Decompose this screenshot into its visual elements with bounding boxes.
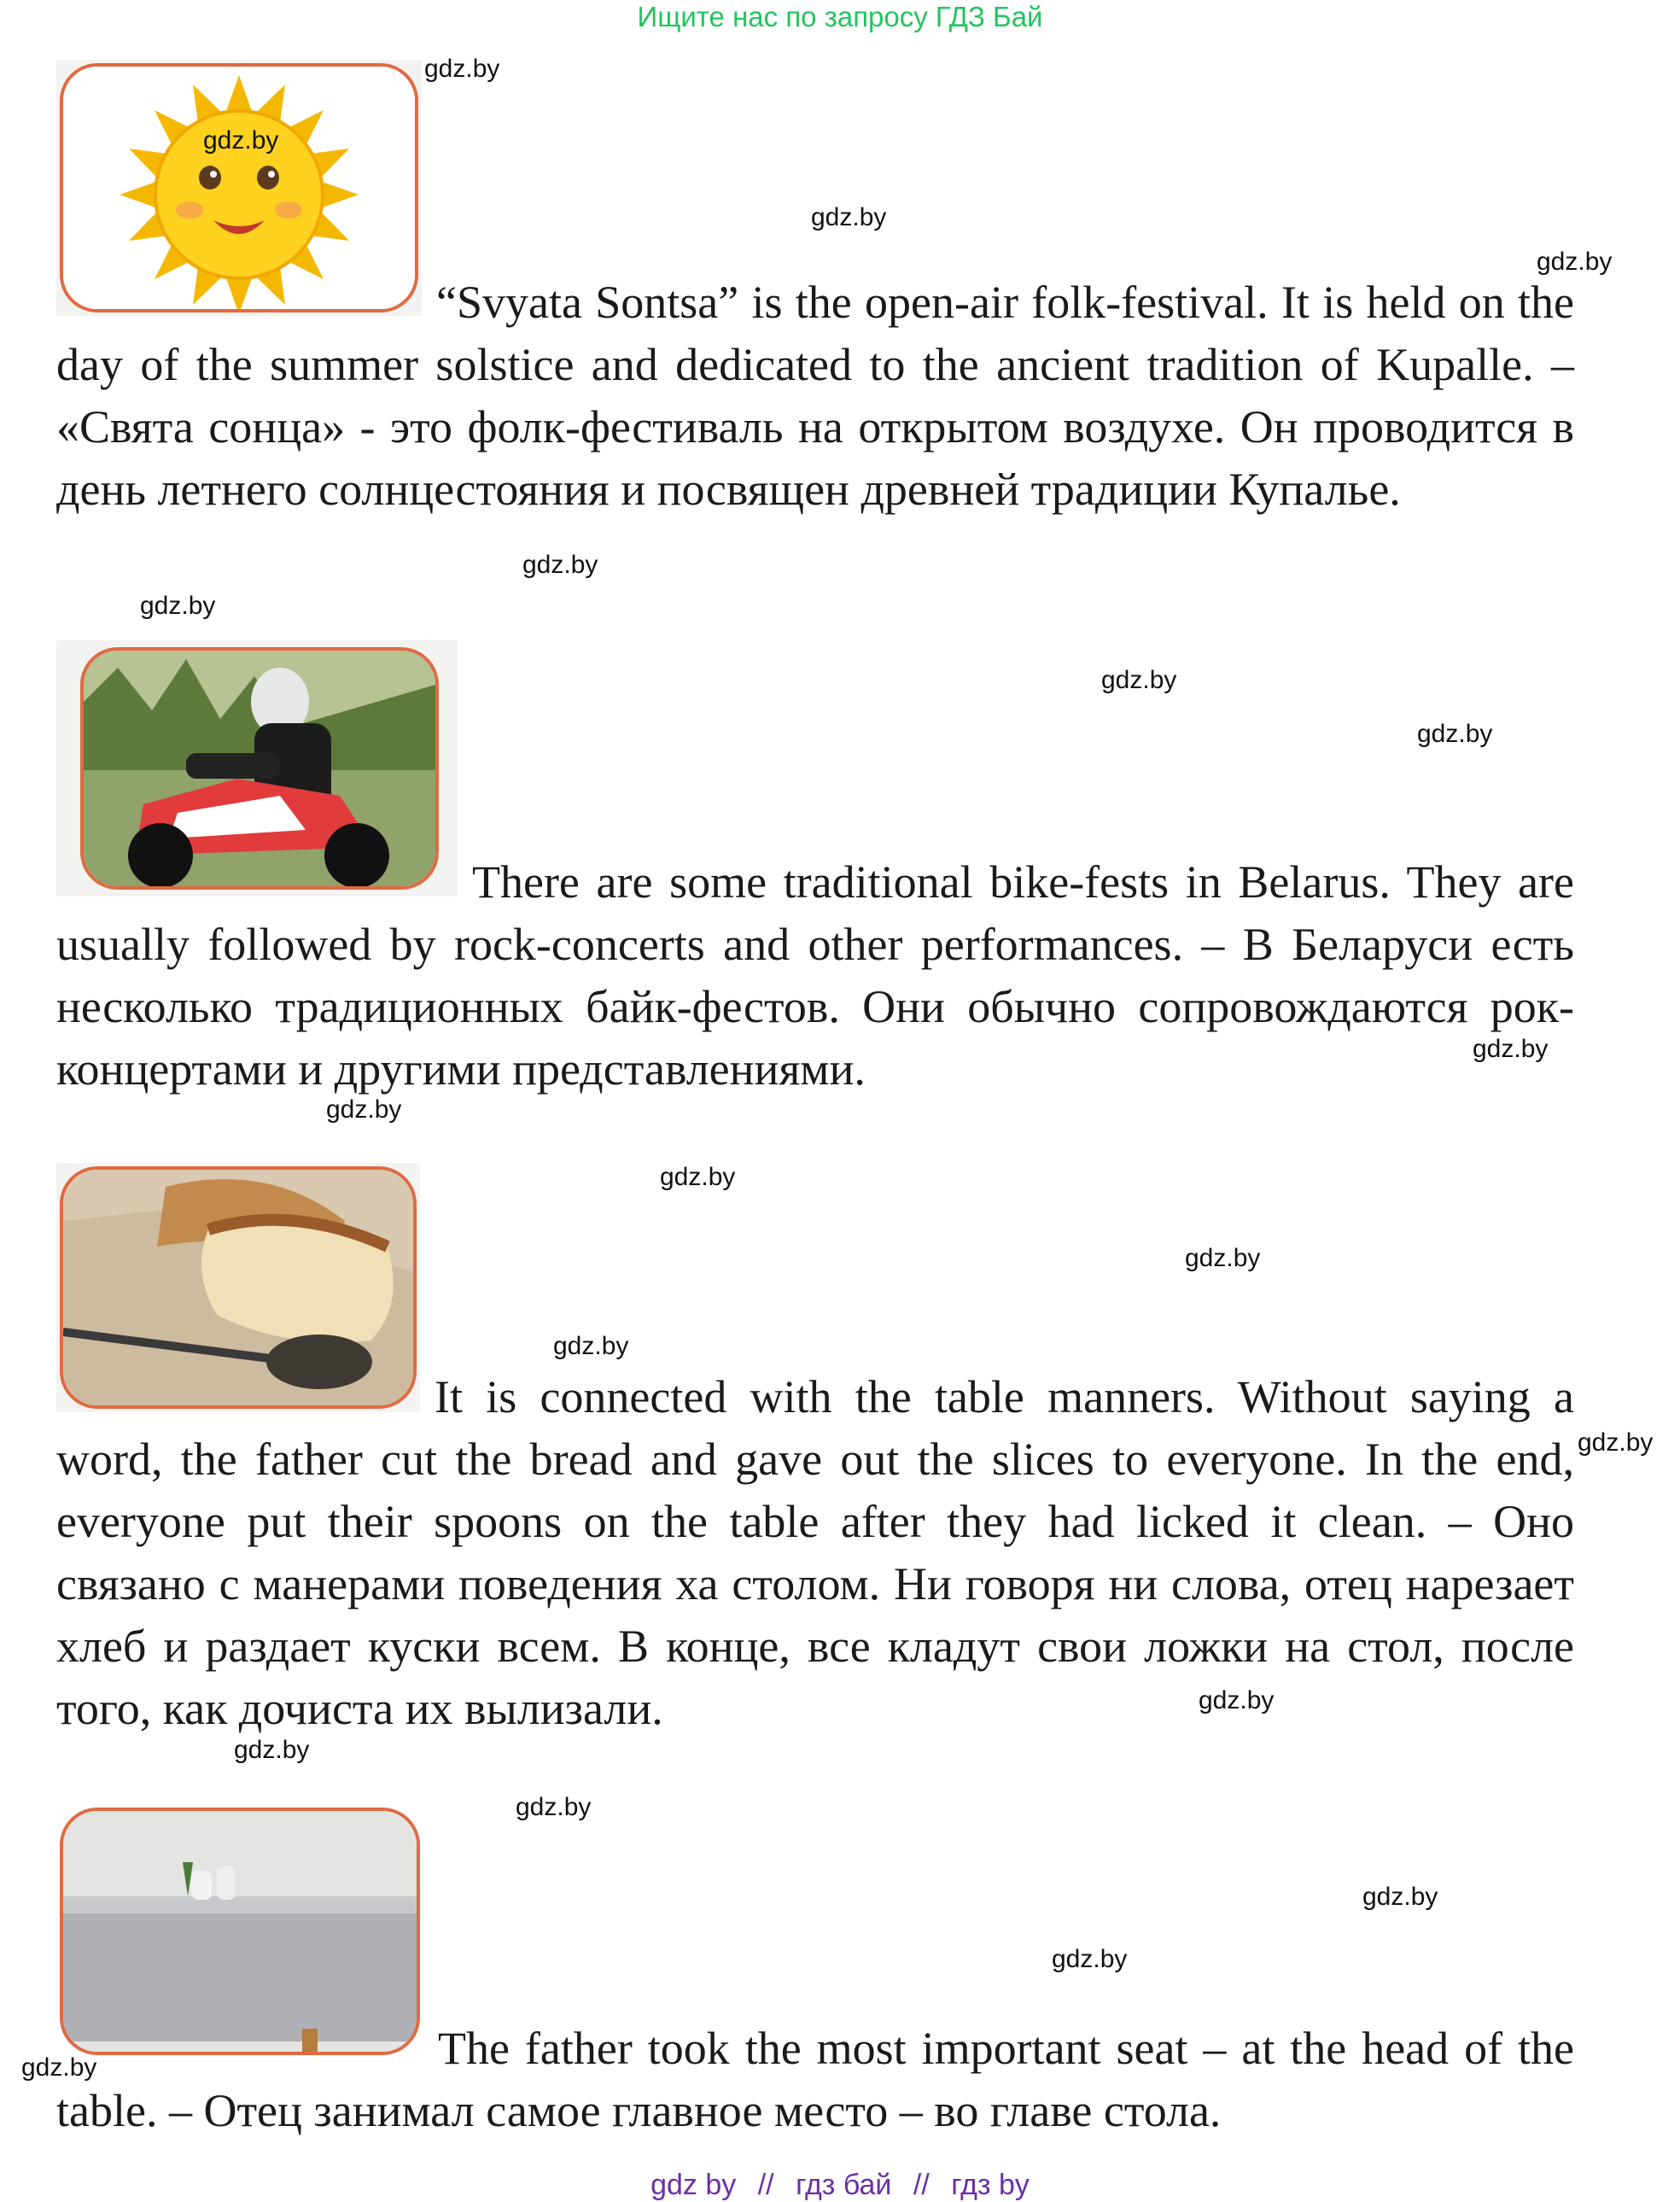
watermark: gdz.by — [140, 592, 216, 620]
search-hint-link[interactable]: Ищите нас по запросу ГДЗ Бай — [637, 1, 1043, 32]
watermark: gdz.by — [1537, 248, 1613, 276]
paragraph-4: The father took the most important seat – at the head of the table. – Отец занимал самое главное место – во главе стола. — [56, 2023, 1574, 2136]
watermark: gdz.by — [1101, 666, 1177, 694]
watermark: gdz.by — [811, 203, 887, 231]
watermark: gdz.by — [1417, 720, 1493, 748]
watermark: gdz.by — [553, 1332, 629, 1360]
paragraph-3: It is connected with the table manners. Without saying a word, the father cut the bread and gave out the slices to everyone. In the end, everyone put their spoons on the table after they had licked it clean. – Оно связано с манерами поведения ха столом. Ни говоря ни слова, отец нарезает хлеб и раздает куски всем. В конце, все кладут свои ложки на стол, после того, как дочиста их вылизали. — [56, 1371, 1574, 1734]
watermark: gdz.by — [522, 551, 598, 579]
footer-separator: // — [913, 2169, 930, 2201]
watermark: gdz.by — [1052, 1945, 1128, 1973]
watermark: gdz.by — [660, 1163, 736, 1191]
footer-link-3[interactable]: гдз by — [951, 2169, 1030, 2201]
watermark: gdz.by — [1473, 1035, 1549, 1063]
footer-links — [0, 2169, 1680, 2202]
paragraph-1: “Svyata Sontsa” is the open-air folk-festival. It is held on the day of the summer solstice and dedicated to the ancient tradition of Kupalle. – «Свята сонца» - это фолк-фестиваль на открытом воздухе. Он проводится в день летнего солнцестояния и посвящен древней традиции Купалье. — [56, 277, 1574, 515]
watermark: gdz.by — [1578, 1428, 1654, 1457]
watermark: gdz.by — [516, 1793, 592, 1821]
watermark: gdz.by — [326, 1095, 402, 1124]
footer-link-1[interactable]: gdz by — [650, 2169, 737, 2201]
footer-link-2[interactable]: гдз бай — [796, 2169, 892, 2201]
watermark: gdz.by — [203, 126, 279, 155]
dining-table-icon — [63, 1811, 417, 2052]
watermark: gdz.by — [1185, 1244, 1261, 1272]
watermark: gdz.by — [424, 55, 500, 83]
paragraph-2: There are some traditional bike-fests in Belarus. They are usually followed by rock-concerts and other performances. – В Беларуси есть несколько традиционных байк-фестов. Они обычно сопровождаются рок-концертами и другими представлениями. — [56, 856, 1574, 1095]
watermark: gdz.by — [1199, 1686, 1275, 1714]
watermark: gdz.by — [1362, 1883, 1438, 1911]
watermark: gdz.by — [21, 2053, 97, 2082]
footer-separator: // — [757, 2169, 774, 2201]
watermark: gdz.by — [234, 1736, 310, 1764]
